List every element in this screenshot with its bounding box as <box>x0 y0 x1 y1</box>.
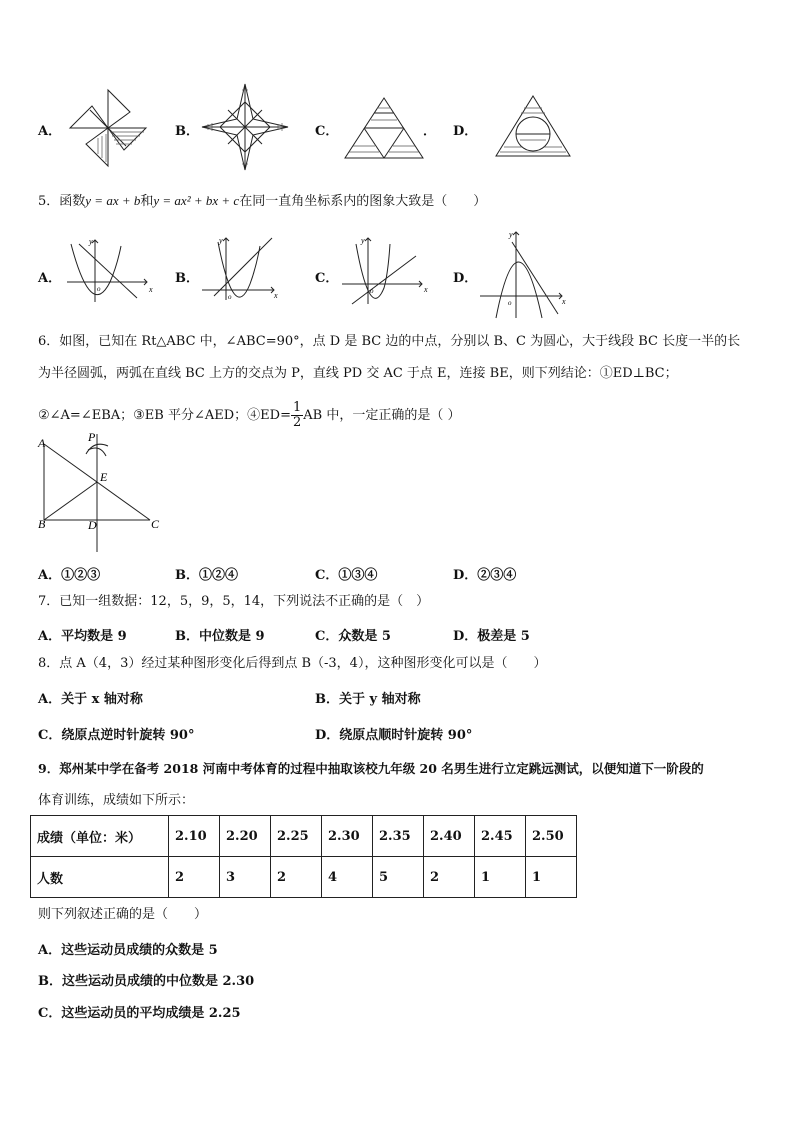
q8-option-d: D．绕原点顺时针旋转 90° <box>315 728 473 743</box>
q4-option-b-label: B． <box>175 124 199 139</box>
q5-option-c-label: C． <box>315 271 339 286</box>
table-cell: 1 <box>475 857 526 898</box>
q5-rest: 在同一直角坐标系内的图象大致是（ ） <box>239 194 487 209</box>
q6-label-c: C <box>151 517 160 531</box>
table-cell: 2.10 <box>169 816 220 857</box>
q9-line-1: 9．郑州某中学在备考 2018 河南中考体育的过程中抽取该校九年级 20 名男生进行立定跳远测试，以便知道下一阶段的 <box>38 761 704 776</box>
q9-option-a: A．这些运动员成绩的众数是 5 <box>38 943 218 958</box>
q5-graph-a <box>65 236 155 304</box>
q9-line-2: 体育训练，成绩如下所示： <box>38 793 195 808</box>
q7-option-a: A．平均数是 9 <box>38 629 127 644</box>
table-header-score: 成绩（单位：米） <box>31 816 169 857</box>
q5-formula-quadratic: y = ax² + bx + c <box>153 193 240 208</box>
q6-label-e: E <box>100 470 108 484</box>
q5-a-y-label: y <box>89 237 93 246</box>
q6-option-a: A．①②③ <box>38 568 101 583</box>
table-cell: 2.40 <box>424 816 475 857</box>
table-cell: 2.45 <box>475 816 526 857</box>
q9-score-table <box>30 815 577 898</box>
table-cell: 2.25 <box>271 816 322 857</box>
q5-join: 和 <box>140 194 154 209</box>
q8-option-a: A．关于 x 轴对称 <box>38 692 143 707</box>
q6-option-d: D．②③④ <box>453 568 517 583</box>
q6-label-p: P <box>88 430 96 444</box>
table-cell: 2.30 <box>322 816 373 857</box>
q6-fraction-half <box>291 401 303 430</box>
q4-figure-c-triangle <box>343 96 425 160</box>
q5-option-a-label: A． <box>38 271 62 286</box>
q5-b-x-label: x <box>274 291 278 300</box>
q6-fraction-denominator: 2 <box>292 415 302 430</box>
q7-stem: 7．已知一组数据：12，5，9，5，14，下列说法不正确的是（ ） <box>38 594 430 609</box>
q5-b-origin: o <box>228 293 232 301</box>
q8-stem: 8．点 A（4，3）经过某种图形变化后得到点 B（-3，4），这种图形变化可以是（ ） <box>38 656 547 671</box>
q5-formula-linear: y = ax + b <box>85 193 141 208</box>
q6-line-2: 为半径圆弧，两弧在直线 BC 上方的交点为 P，直线 PD 交 AC 于点 E，连接 BE，则下列结论：①ED⊥BC； <box>38 366 678 381</box>
q4-figure-d-triangle-circle <box>494 94 572 158</box>
q7-option-d: D．极差是 5 <box>453 629 530 644</box>
q5-number: 5．函数 <box>38 194 86 209</box>
table-header-count: 人数 <box>31 857 169 898</box>
q6-label-a: A <box>38 436 46 450</box>
q4-option-a-label: A． <box>38 124 62 139</box>
q7-option-b: B．中位数是 9 <box>175 629 265 644</box>
q5-option-b-label: B． <box>175 271 199 286</box>
q4-option-d-label: D． <box>453 124 478 139</box>
q5-graph-b <box>200 234 282 302</box>
table-cell: 4 <box>322 857 373 898</box>
q9-option-b: B．这些运动员成绩的中位数是 2.30 <box>38 974 255 989</box>
table-row <box>31 816 577 857</box>
q6-line-3-end: AB 中，一定正确的是（ ） <box>303 408 461 423</box>
q6-option-b: B．①②④ <box>175 568 238 583</box>
q9-option-c: C．这些运动员的平均成绩是 2.25 <box>38 1006 241 1021</box>
table-cell: 2 <box>169 857 220 898</box>
table-cell: 2 <box>424 857 475 898</box>
table-row <box>31 857 577 898</box>
q9-ask: 则下列叙述正确的是（ ） <box>38 907 208 922</box>
q4-separator-dot: ． <box>423 124 437 139</box>
q6-label-b: B <box>38 517 46 531</box>
q6-triangle-figure <box>34 428 174 556</box>
q6-label-d: D <box>88 518 97 532</box>
q4-figure-a-pinwheel <box>68 88 150 170</box>
q5-a-x-label: x <box>149 285 153 294</box>
q6-line-1: 6．如图，已知在 Rt△ABC 中，∠ABC=90°，点 D 是 BC 边的中点，分别以 B、C 为圆心，大于线段 BC 长度一半的长 <box>38 334 741 349</box>
q5-graph-d <box>478 228 570 320</box>
q5-d-y-label: y <box>509 230 513 239</box>
q8-option-b: B．关于 y 轴对称 <box>315 692 421 707</box>
q5-d-origin: o <box>508 299 512 307</box>
table-cell: 3 <box>220 857 271 898</box>
table-cell: 1 <box>526 857 577 898</box>
q8-option-c: C．绕原点逆时针旋转 90° <box>38 728 195 743</box>
q5-d-x-label: x <box>562 297 566 306</box>
q6-option-c: C．①③④ <box>315 568 378 583</box>
table-cell: 2 <box>271 857 322 898</box>
table-cell: 5 <box>373 857 424 898</box>
q4-figure-b-compass-star <box>200 82 290 172</box>
table-cell: 2.20 <box>220 816 271 857</box>
table-cell: 2.50 <box>526 816 577 857</box>
q5-option-d-label: D． <box>453 271 478 286</box>
table-cell: 2.35 <box>373 816 424 857</box>
q5-c-origin: o <box>370 287 374 295</box>
q5-a-origin: o <box>97 285 101 293</box>
q5-c-y-label: y <box>361 236 365 245</box>
q7-option-c: C．众数是 5 <box>315 629 391 644</box>
q5-b-y-label: y <box>219 236 223 245</box>
q5-c-x-label: x <box>424 285 428 294</box>
q6-fraction-numerator: 1 <box>292 400 302 415</box>
q6-line-3-start: ②∠A=∠EBA；③EB 平分∠AED；④ED= <box>38 408 291 423</box>
q5-stem <box>38 193 486 210</box>
q5-graph-c <box>340 234 430 306</box>
q4-option-c-label: C． <box>315 124 339 139</box>
